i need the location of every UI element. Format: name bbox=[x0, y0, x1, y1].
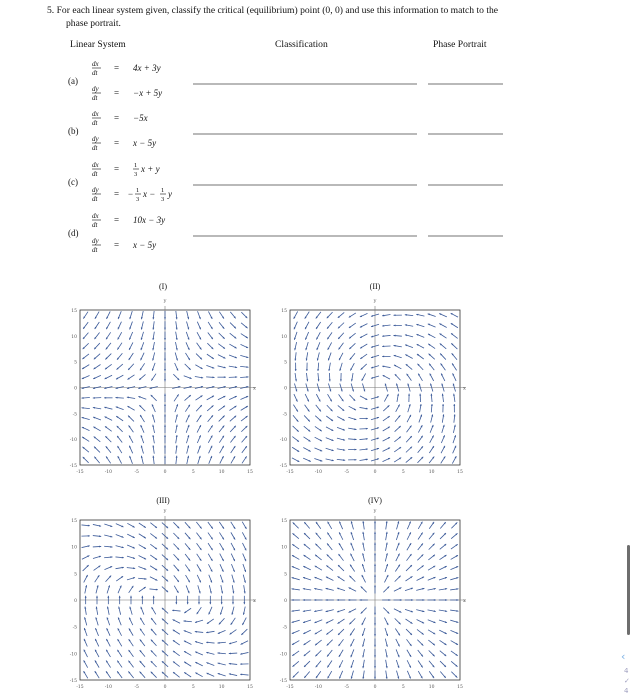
field-arrowhead bbox=[152, 369, 154, 371]
field-arrowhead bbox=[359, 599, 361, 601]
field-arrowhead bbox=[374, 542, 376, 544]
field-arrowhead bbox=[306, 369, 308, 371]
svg-text:dx: dx bbox=[92, 161, 99, 169]
x-tick-label: -5 bbox=[134, 470, 139, 475]
field-arrowhead bbox=[164, 435, 166, 437]
equals-sign: = bbox=[114, 189, 120, 199]
y-tick-label: 15 bbox=[71, 519, 77, 524]
field-arrowhead bbox=[199, 456, 201, 458]
equation-rhs bbox=[128, 187, 172, 203]
system-label: (d) bbox=[68, 228, 79, 238]
svg-text:dt: dt bbox=[92, 69, 98, 77]
field-arrowhead bbox=[129, 317, 131, 319]
derivative-dxdt bbox=[92, 110, 101, 127]
portrait-title: (III) bbox=[156, 496, 170, 505]
field-arrowhead bbox=[235, 376, 237, 378]
derivative-dxdt bbox=[92, 161, 101, 178]
field-arrowhead bbox=[294, 338, 296, 340]
svg-text:1: 1 bbox=[136, 187, 140, 194]
field-arrowhead bbox=[164, 317, 166, 319]
x-tick-label: -5 bbox=[344, 685, 349, 690]
field-arrowhead bbox=[454, 435, 456, 437]
field-arrowhead bbox=[400, 599, 402, 601]
equation-rhs bbox=[133, 162, 160, 178]
system-a bbox=[68, 60, 503, 102]
svg-text:dy: dy bbox=[92, 135, 99, 143]
svg-text:x + y: x + y bbox=[141, 164, 160, 174]
x-tick-label: 0 bbox=[163, 685, 167, 690]
svg-text:3: 3 bbox=[134, 171, 138, 178]
field-arrowhead bbox=[382, 345, 384, 347]
y-tick-label: -5 bbox=[282, 625, 287, 631]
field-arrowhead bbox=[141, 435, 143, 437]
y-tick-label: -10 bbox=[69, 652, 77, 658]
svg-text:x −: x − bbox=[143, 189, 156, 199]
svg-text:dt: dt bbox=[92, 246, 98, 254]
y-tick-label: 5 bbox=[284, 572, 287, 578]
field-arrowhead bbox=[374, 656, 376, 658]
svg-text:1: 1 bbox=[134, 162, 138, 169]
y-tick-label: 0 bbox=[284, 386, 287, 392]
portrait-title: (I) bbox=[159, 282, 167, 291]
portrait-title: (IV) bbox=[368, 496, 382, 505]
field-arrowhead bbox=[164, 425, 166, 427]
x-axis-name: x bbox=[253, 385, 256, 392]
field-arrowhead bbox=[419, 394, 421, 396]
field-arrowhead bbox=[119, 596, 121, 598]
equals-sign: = bbox=[114, 215, 120, 225]
y-tick-label: 10 bbox=[71, 545, 77, 551]
field-arrowhead bbox=[295, 369, 297, 371]
field-arrowhead bbox=[374, 634, 376, 636]
field-arrowhead bbox=[224, 376, 226, 378]
y-tick-label: 5 bbox=[74, 360, 77, 366]
field-arrowhead bbox=[303, 577, 305, 579]
field-arrowhead bbox=[337, 610, 339, 612]
y-tick-label: 15 bbox=[71, 309, 77, 314]
y-axis-name: y bbox=[373, 508, 377, 514]
field-arrowhead bbox=[164, 394, 166, 396]
field-arrowhead bbox=[317, 369, 319, 371]
x-tick-label: 15 bbox=[457, 685, 463, 690]
field-arrowhead bbox=[176, 404, 178, 406]
side-marks: 4 ✓ 4 bbox=[624, 667, 630, 695]
x-tick-label: -15 bbox=[286, 470, 294, 475]
field-arrowhead bbox=[232, 602, 234, 604]
field-arrowhead bbox=[164, 445, 166, 447]
y-tick-label: 10 bbox=[281, 545, 287, 551]
field-arrowhead bbox=[209, 602, 211, 604]
field-arrowhead bbox=[96, 596, 98, 598]
field-arrowhead bbox=[397, 666, 399, 668]
system-label: (b) bbox=[68, 126, 79, 136]
field-arrowhead bbox=[434, 599, 436, 601]
field-arrowhead bbox=[81, 397, 83, 399]
field-arrowhead bbox=[374, 624, 376, 626]
field-arrowhead bbox=[382, 355, 384, 357]
field-arrowhead bbox=[164, 369, 166, 371]
field-arrowhead bbox=[355, 449, 357, 451]
field-arrowhead bbox=[175, 602, 177, 604]
x-tick-label: -10 bbox=[314, 685, 322, 690]
field-arrowhead bbox=[110, 525, 112, 527]
field-arrowhead bbox=[457, 599, 459, 601]
phase-portrait-iii bbox=[70, 496, 256, 690]
y-tick-label: -15 bbox=[279, 679, 287, 684]
x-tick-label: 10 bbox=[218, 685, 225, 690]
system-label: (a) bbox=[68, 76, 78, 86]
field-arrowhead bbox=[366, 418, 368, 420]
y-tick-label: -15 bbox=[279, 464, 287, 469]
field-arrowhead bbox=[221, 580, 223, 582]
field-arrowhead bbox=[428, 314, 430, 316]
field-arrowhead bbox=[318, 379, 320, 381]
x-tick-label: 5 bbox=[401, 685, 405, 690]
field-arrowhead bbox=[374, 585, 376, 587]
y-tick-label: 15 bbox=[281, 309, 287, 314]
x-tick-label: 0 bbox=[373, 470, 377, 475]
field-arrowhead bbox=[303, 621, 305, 623]
field-arrowhead bbox=[115, 397, 117, 399]
field-arrowhead bbox=[164, 328, 166, 330]
svg-text:dt: dt bbox=[92, 119, 98, 127]
field-arrowhead bbox=[445, 577, 447, 579]
field-arrowhead bbox=[246, 376, 248, 378]
x-tick-label: -15 bbox=[76, 685, 84, 690]
phase-portrait-ii bbox=[280, 282, 466, 475]
field-arrowhead bbox=[164, 456, 166, 458]
x-tick-label: -10 bbox=[314, 470, 322, 475]
field-arrowhead bbox=[199, 446, 201, 448]
field-arrowhead bbox=[411, 588, 413, 590]
field-arrowhead bbox=[374, 553, 376, 555]
x-tick-label: 15 bbox=[247, 685, 253, 690]
field-arrowhead bbox=[411, 610, 413, 612]
field-arrowhead bbox=[366, 438, 368, 440]
y-tick-label: 0 bbox=[74, 599, 77, 604]
derivative-dxdt bbox=[92, 60, 101, 77]
field-arrowhead bbox=[129, 327, 131, 329]
x-axis-name: x bbox=[463, 385, 466, 392]
phase-portrait-i bbox=[70, 282, 256, 475]
field-arrowhead bbox=[164, 404, 166, 406]
field-arrowhead bbox=[362, 564, 364, 566]
y-tick-label: 5 bbox=[74, 572, 77, 578]
x-tick-label: -10 bbox=[104, 685, 112, 690]
field-arrowhead bbox=[153, 596, 155, 598]
field-arrowhead bbox=[393, 335, 395, 337]
y-tick-label: -5 bbox=[72, 412, 77, 418]
equation-rhs: 4x + 3y bbox=[133, 63, 161, 73]
field-arrowhead bbox=[243, 602, 245, 604]
field-arrowhead bbox=[374, 564, 376, 566]
field-arrowhead bbox=[229, 653, 231, 655]
y-tick-label: 10 bbox=[281, 334, 287, 340]
field-arrowhead bbox=[107, 617, 109, 619]
field-arrowhead bbox=[374, 677, 376, 679]
x-tick-label: 10 bbox=[428, 685, 435, 690]
svg-text:dt: dt bbox=[92, 195, 98, 203]
x-tick-label: 0 bbox=[163, 470, 167, 475]
header-linear-system: Linear System bbox=[70, 39, 126, 50]
field-arrowhead bbox=[431, 394, 433, 396]
field-arrowhead bbox=[355, 459, 357, 461]
field-arrowhead bbox=[212, 376, 214, 378]
x-tick-label: 15 bbox=[457, 470, 463, 475]
x-axis-name: x bbox=[463, 598, 466, 604]
x-tick-label: -15 bbox=[76, 470, 84, 475]
field-arrowhead bbox=[337, 588, 339, 590]
field-arrowhead bbox=[382, 335, 384, 337]
page-scrollbar[interactable] bbox=[627, 545, 630, 635]
field-arrowhead bbox=[104, 397, 106, 399]
x-tick-label: 10 bbox=[428, 470, 435, 475]
x-tick-label: -10 bbox=[104, 470, 112, 475]
y-tick-label: -5 bbox=[72, 625, 77, 631]
y-tick-label: -10 bbox=[279, 652, 287, 658]
field-arrowhead bbox=[374, 521, 376, 523]
system-b bbox=[68, 110, 503, 152]
field-arrowhead bbox=[374, 645, 376, 647]
field-arrowhead bbox=[393, 324, 395, 326]
field-arrowhead bbox=[187, 338, 189, 340]
derivative-dydt bbox=[92, 237, 101, 254]
y-axis-name: y bbox=[163, 298, 167, 304]
svg-text:dy: dy bbox=[92, 85, 99, 93]
svg-text:y: y bbox=[168, 189, 172, 199]
problem-statement-line2: phase portrait. bbox=[66, 18, 121, 29]
phase-portrait-iv bbox=[280, 496, 466, 690]
field-arrowhead bbox=[397, 532, 399, 534]
svg-text:3: 3 bbox=[136, 196, 140, 203]
svg-text:dy: dy bbox=[92, 186, 99, 194]
y-tick-label: 15 bbox=[281, 519, 287, 524]
portrait-title: (II) bbox=[369, 282, 381, 291]
x-tick-label: 10 bbox=[218, 470, 225, 475]
equation-rhs: x − 5y bbox=[133, 240, 157, 250]
svg-text:dt: dt bbox=[92, 144, 98, 152]
equation-rhs: x − 5y bbox=[133, 138, 157, 148]
field-arrowhead bbox=[374, 613, 376, 615]
y-tick-label: 5 bbox=[284, 360, 287, 366]
field-arrowhead bbox=[411, 599, 413, 601]
svg-text:1: 1 bbox=[161, 187, 165, 194]
field-arrowhead bbox=[453, 404, 455, 406]
field-arrowhead bbox=[218, 673, 220, 675]
field-arrowhead bbox=[187, 602, 189, 604]
field-arrowhead bbox=[445, 621, 447, 623]
x-tick-label: 15 bbox=[247, 470, 253, 475]
field-arrowhead bbox=[423, 599, 425, 601]
field-arrowhead bbox=[374, 574, 376, 576]
svg-text:dt: dt bbox=[92, 170, 98, 178]
field-arrowhead bbox=[340, 379, 342, 381]
field-arrowhead bbox=[108, 585, 110, 587]
field-arrowhead bbox=[386, 564, 388, 566]
field-arrowhead bbox=[445, 599, 447, 601]
field-arrowhead bbox=[141, 348, 143, 350]
svg-text:dt: dt bbox=[92, 221, 98, 229]
field-arrowhead bbox=[431, 404, 433, 406]
field-arrowhead bbox=[408, 394, 410, 396]
svg-text:3: 3 bbox=[161, 196, 165, 203]
system-label: (c) bbox=[68, 177, 78, 187]
field-arrowhead bbox=[93, 397, 95, 399]
field-arrowhead bbox=[320, 460, 322, 462]
field-arrowhead bbox=[303, 599, 305, 601]
system-d bbox=[68, 212, 503, 254]
x-tick-label: -5 bbox=[344, 470, 349, 475]
field-arrowhead bbox=[374, 532, 376, 534]
field-arrowhead bbox=[389, 599, 391, 601]
svg-text:dx: dx bbox=[92, 212, 99, 220]
x-tick-label: -15 bbox=[286, 685, 294, 690]
equation-rhs: 10x − 3y bbox=[133, 215, 166, 225]
header-phase-portrait: Phase Portrait bbox=[433, 39, 487, 50]
equals-sign: = bbox=[114, 138, 120, 148]
equals-sign: = bbox=[114, 240, 120, 250]
system-c bbox=[68, 161, 503, 203]
field-arrowhead bbox=[240, 663, 242, 665]
svg-text:−: − bbox=[128, 189, 134, 199]
field-arrowhead bbox=[354, 438, 356, 440]
equals-sign: = bbox=[114, 164, 120, 174]
x-tick-label: 5 bbox=[191, 685, 195, 690]
svg-text:dt: dt bbox=[92, 94, 98, 102]
field-arrowhead bbox=[99, 546, 101, 548]
field-arrowhead bbox=[291, 599, 293, 601]
x-axis-name: x bbox=[253, 598, 256, 604]
svg-text:dx: dx bbox=[92, 110, 99, 118]
field-arrowhead bbox=[107, 596, 109, 598]
equation-rhs: −5x bbox=[133, 113, 148, 123]
field-arrowhead bbox=[329, 379, 331, 381]
field-arrowhead bbox=[337, 599, 339, 601]
field-arrowhead bbox=[325, 599, 327, 601]
equals-sign: = bbox=[114, 88, 120, 98]
field-arrowhead bbox=[362, 634, 364, 636]
field-arrowhead bbox=[351, 666, 353, 668]
chevron-left-icon[interactable]: ‹ bbox=[621, 650, 626, 663]
derivative-dydt bbox=[92, 135, 101, 152]
field-arrowhead bbox=[374, 666, 376, 668]
field-arrowhead bbox=[442, 404, 444, 406]
field-arrowhead bbox=[141, 596, 143, 598]
y-tick-label: 0 bbox=[74, 386, 77, 392]
equation-rhs: −x + 5y bbox=[133, 88, 163, 98]
x-tick-label: -5 bbox=[134, 685, 139, 690]
y-tick-label: -15 bbox=[69, 679, 77, 684]
field-arrowhead bbox=[393, 314, 395, 316]
y-tick-label: 0 bbox=[284, 599, 287, 604]
field-arrowhead bbox=[84, 628, 86, 630]
field-arrowhead bbox=[221, 602, 223, 604]
field-arrowhead bbox=[244, 570, 246, 572]
y-axis-name: y bbox=[373, 298, 377, 304]
field-arrowhead bbox=[164, 359, 166, 361]
field-arrowhead bbox=[164, 338, 166, 340]
field-arrowhead bbox=[164, 379, 166, 381]
field-arrowhead bbox=[198, 602, 200, 604]
equals-sign: = bbox=[114, 113, 120, 123]
field-arrowhead bbox=[188, 425, 190, 427]
y-tick-label: -5 bbox=[282, 412, 287, 418]
x-tick-label: 0 bbox=[373, 685, 377, 690]
y-tick-label: -15 bbox=[69, 464, 77, 469]
y-axis-name: y bbox=[163, 508, 167, 514]
field-arrowhead bbox=[164, 348, 166, 350]
x-tick-label: 5 bbox=[401, 470, 405, 475]
x-tick-label: 5 bbox=[191, 470, 195, 475]
svg-text:dx: dx bbox=[92, 60, 99, 68]
field-arrowhead bbox=[85, 596, 87, 598]
field-arrowhead bbox=[351, 532, 353, 534]
field-arrowhead bbox=[314, 599, 316, 601]
svg-text:dy: dy bbox=[92, 237, 99, 245]
field-arrowhead bbox=[386, 634, 388, 636]
y-tick-label: -10 bbox=[279, 438, 287, 444]
field-arrowhead bbox=[366, 428, 368, 430]
derivative-dydt bbox=[92, 186, 101, 203]
field-arrowhead bbox=[220, 612, 222, 614]
equals-sign: = bbox=[114, 63, 120, 73]
header-classification: Classification bbox=[275, 39, 328, 50]
field-arrowhead bbox=[130, 596, 132, 598]
field-arrowhead bbox=[88, 535, 90, 537]
y-tick-label: 10 bbox=[71, 334, 77, 340]
field-arrowhead bbox=[164, 414, 166, 416]
problem-statement-line1: 5. For each linear system given, classify the critical (equilibrium) point (0, 0) and use this information to match to the bbox=[47, 5, 499, 16]
derivative-dxdt bbox=[92, 212, 101, 229]
y-tick-label: -10 bbox=[69, 438, 77, 444]
field-arrowhead bbox=[348, 599, 350, 601]
derivative-dydt bbox=[92, 85, 101, 102]
